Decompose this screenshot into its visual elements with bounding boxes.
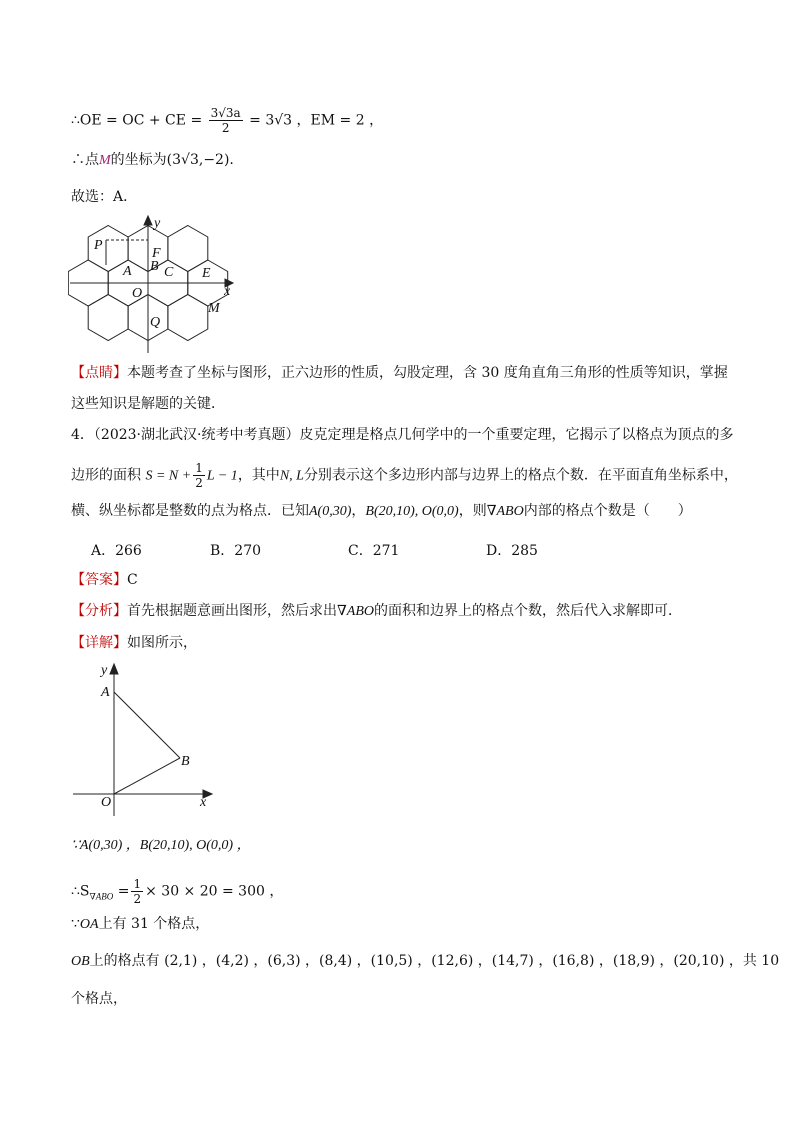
calc-ob-count: 个格点， — [71, 991, 127, 1007]
choice-line: 故选：A． — [71, 189, 138, 205]
fraction: $\frac{3√3a}{2}$ — [210, 106, 241, 135]
point-a-label: A — [123, 264, 132, 279]
point-b-label: B — [181, 754, 190, 769]
m-coordinate-line: ∴点M的坐标为(3√3,−2). — [71, 152, 234, 168]
hexagon — [88, 295, 128, 341]
point-e-label: E — [202, 266, 211, 281]
question-4-line2: 边形的面积 S = N + $\frac{1}{2}$ L − 1，其中N, L分别表示这个多边形内部与边界上的格点个数．在平面直角坐标系中， — [71, 461, 738, 490]
analysis-line: 【分析】首先根据题意画出图形，然后求出∇ABO的面积和边界上的格点个数，然后代入求解即可． — [71, 603, 682, 619]
hexagon — [168, 226, 208, 272]
oe-equation: ∴OE = OC + CE = $\frac{3√3a}{2}$ = 3√3 ，EM = 2 ， — [71, 106, 384, 135]
hexagon — [168, 295, 208, 341]
point-p-label: P — [94, 238, 103, 253]
point-q-label: Q — [150, 315, 161, 330]
x-axis-label: x — [200, 795, 207, 810]
dianjing-line2: 这些知识是解题的关键． — [71, 396, 225, 412]
answer-line: 【答案】C — [71, 572, 138, 588]
option-d[interactable]: D．285 — [486, 543, 538, 559]
hexagon-figure — [68, 213, 243, 355]
point-a-label: A — [101, 685, 110, 700]
question-4-line1: 4．（2023·湖北武汉·统考中考真题）皮克定理是格点几何学中的一个重要定理，它揭示了以格点为顶点的多 — [71, 427, 734, 443]
option-a[interactable]: A．266 — [91, 543, 142, 559]
calc-given-points: ∵A(0,30) ，B(20,10), O(0,0) ， — [71, 838, 251, 853]
triangle-figure — [70, 660, 220, 820]
x-axis-label: x — [224, 284, 231, 299]
calc-area: $\therefore S_{\nabla ABO}$ = $\frac{1}{2}$ × 30 × 20 = 300 ， — [71, 877, 284, 906]
point-c-label: C — [164, 265, 174, 280]
point-f-label: F — [152, 246, 161, 261]
point-m-label: M — [208, 301, 220, 316]
point-o-label: O — [132, 286, 143, 301]
calc-ob-points: OB上的格点有 (2,1) ，(4,2) ，(6,3) ，(8,4) ，(10,5) ，(12,6) ，(14,7) ，(16,8) ，(18,9) ，(20,10) ，共 10 — [71, 953, 780, 969]
calc-oa-points: ∵OA上有 31 个格点， — [71, 916, 210, 932]
y-axis-label: y — [101, 663, 108, 678]
y-axis-label: y — [154, 216, 161, 231]
detail-line: 【详解】如图所示， — [71, 635, 197, 651]
question-4-line3: 横、纵坐标都是整数的点为格点．已知A(0,30)，B(20,10), O(0,0)，则∇ABO内部的格点个数是（ ） — [71, 503, 692, 519]
point-b-label: B — [150, 259, 159, 274]
origin-label: O — [101, 795, 112, 810]
dianjing-line1: 【点睛】本题考查了坐标与图形，正六边形的性质，勾股定理，含 30 度角直角三角形的性质等知识，掌握 — [71, 365, 728, 381]
option-c[interactable]: C．271 — [348, 543, 400, 559]
option-b[interactable]: B．270 — [210, 543, 262, 559]
